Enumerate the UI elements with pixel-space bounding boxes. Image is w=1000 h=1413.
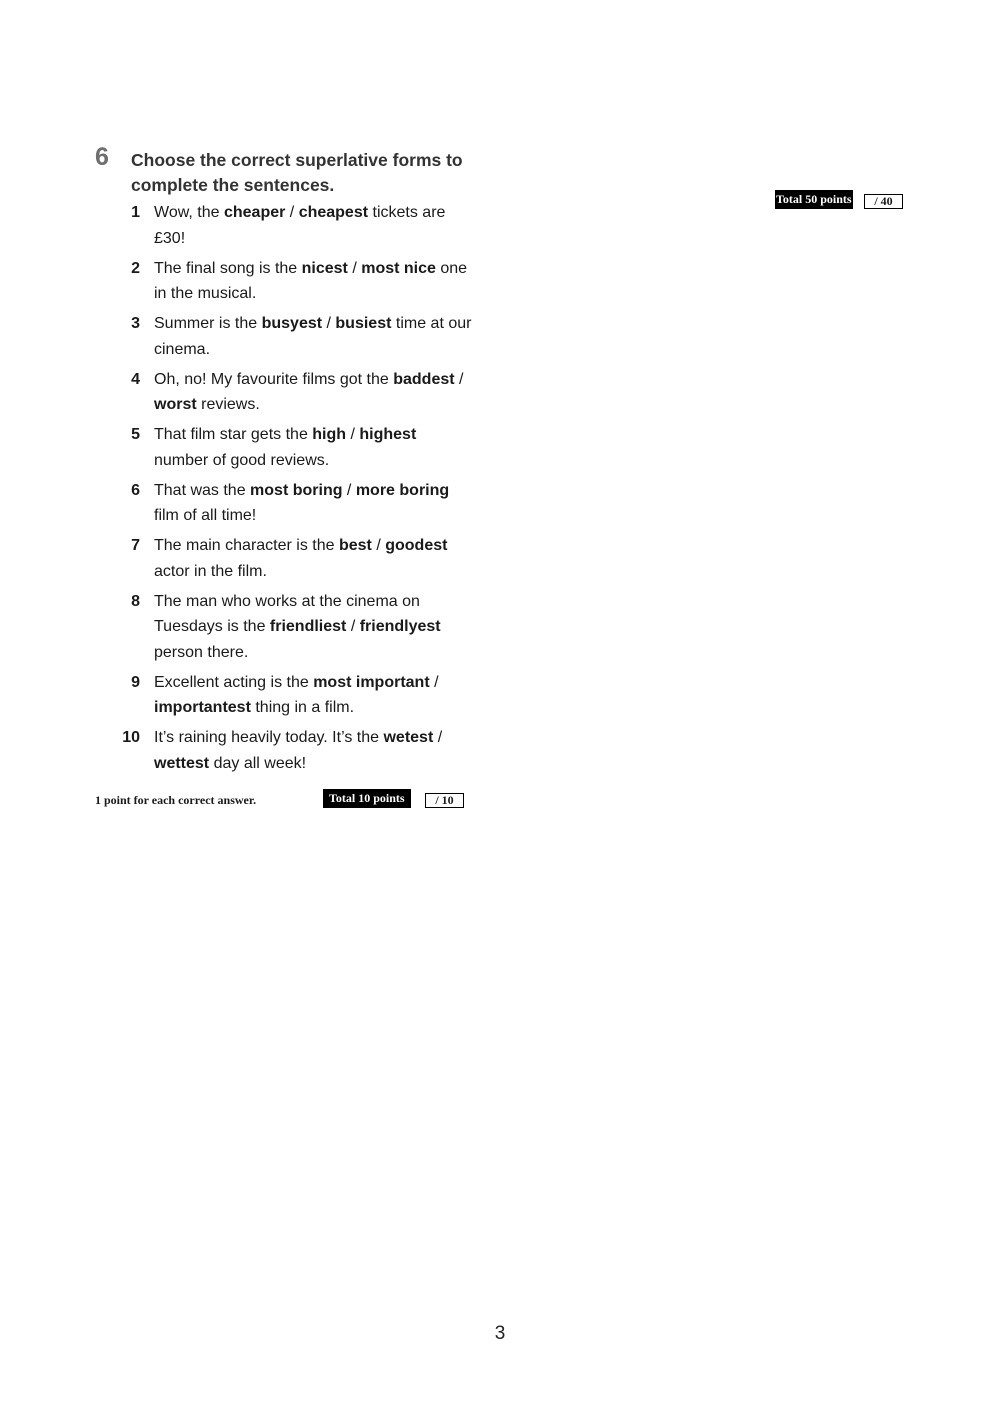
item-text-after: film of all time! [154, 507, 257, 524]
exercise-instruction: Choose the correct superlative forms to complete the sentences. [131, 150, 463, 195]
exercise-item [95, 533, 475, 584]
item-text [154, 533, 472, 584]
exercise-item [95, 478, 475, 529]
item-text-after: day all week! [209, 754, 307, 772]
item-number: 1 [131, 204, 140, 221]
option-second[interactable]: goodest [385, 537, 448, 554]
item-text-after: reviews. [196, 396, 260, 413]
item-text [154, 256, 472, 307]
item-text-after: one in the musical. [154, 259, 468, 302]
option-second[interactable]: most nice [361, 259, 436, 277]
grand-total-label: Total 50 points [775, 190, 853, 209]
exercise-item [95, 256, 475, 307]
option-first[interactable]: high [312, 426, 347, 443]
item-text [154, 478, 472, 529]
exercise-item [95, 725, 475, 776]
item-text-after: thing in a film. [250, 699, 355, 716]
item-text-before: The main character is the [154, 537, 339, 554]
item-text-before: It’s raining heavily today. It’s the [154, 729, 384, 746]
exercise-number: 6 [95, 143, 109, 171]
item-text [154, 422, 472, 473]
exercise-score-box: / 10 [425, 793, 464, 808]
item-text [154, 311, 472, 362]
page-number: 3 [494, 1323, 506, 1344]
item-number: 5 [131, 426, 140, 443]
exercise-score-row [95, 789, 470, 811]
option-second[interactable]: worst [154, 396, 197, 413]
option-first[interactable]: best [338, 537, 372, 554]
exercise-item [95, 311, 475, 362]
option-separator: / [285, 204, 299, 221]
item-number: 2 [131, 259, 140, 277]
option-first[interactable]: cheaper [223, 204, 286, 221]
item-text [154, 367, 472, 418]
item-text-after: number of good reviews. [154, 451, 330, 469]
item-text-before: Excellent acting is the [154, 673, 314, 691]
item-text-before: That film star gets the [154, 426, 313, 443]
exercise-item [95, 200, 475, 251]
option-second[interactable]: importantest [154, 699, 251, 716]
exercise-header [95, 142, 475, 198]
item-text-before: That was the [154, 481, 251, 499]
option-separator: / [371, 537, 386, 554]
item-list [95, 200, 475, 776]
scoring-note: 1 point for each correct answer. [95, 793, 257, 807]
exercise-item [95, 367, 475, 418]
option-separator: / [346, 618, 360, 635]
option-separator: / [342, 481, 356, 499]
item-text-after: tickets are £30! [154, 204, 446, 247]
item-text-before: Summer is the [154, 315, 262, 332]
option-first[interactable]: most boring [250, 481, 343, 499]
option-separator: / [346, 426, 360, 443]
exercise-item [95, 589, 475, 666]
option-second[interactable]: wettest [154, 754, 210, 772]
exercise-6 [95, 142, 475, 781]
option-second[interactable]: cheapest [298, 204, 369, 221]
item-number: 6 [131, 481, 140, 499]
exercise-item [95, 670, 475, 721]
item-text [154, 725, 472, 776]
exercise-total-label: Total 10 points [323, 789, 411, 808]
item-number: 8 [131, 592, 140, 610]
item-text-after: time at our cinema. [154, 315, 472, 358]
item-text-before: Wow, the [154, 204, 224, 221]
item-text-before: The man who works at the cinema on Tuesdays is the [154, 592, 420, 635]
option-separator: / [454, 370, 464, 388]
item-text-before: Oh, no! My favourite films got the [154, 370, 394, 388]
item-number: 10 [122, 729, 140, 746]
option-first[interactable]: nicest [301, 259, 348, 277]
item-number: 4 [131, 370, 140, 388]
option-second[interactable]: busiest [335, 315, 392, 332]
option-first[interactable]: most important [313, 673, 430, 691]
option-second[interactable]: friendlyest [359, 618, 441, 635]
grand-total-score-box: / 40 [864, 194, 903, 209]
item-number: 3 [131, 315, 140, 332]
item-text-before: The final song is the [154, 259, 302, 277]
exercise-item [95, 422, 475, 473]
item-text-after: actor in the film. [154, 562, 267, 580]
option-separator: / [347, 259, 362, 277]
item-number: 7 [131, 537, 140, 554]
option-second[interactable]: more boring [355, 481, 450, 499]
option-first[interactable]: baddest [393, 370, 455, 388]
option-separator: / [322, 315, 336, 332]
option-separator: / [433, 729, 443, 746]
option-second[interactable]: highest [359, 426, 417, 443]
grand-total-row [775, 190, 905, 212]
item-text-after: person there. [154, 643, 249, 661]
item-text [154, 200, 472, 251]
option-first[interactable]: busyest [261, 315, 323, 332]
item-text [154, 589, 472, 666]
option-separator: / [429, 673, 439, 691]
item-number: 9 [131, 673, 140, 691]
option-first[interactable]: friendliest [269, 618, 347, 635]
option-first[interactable]: wetest [383, 729, 434, 746]
item-text [154, 670, 472, 721]
